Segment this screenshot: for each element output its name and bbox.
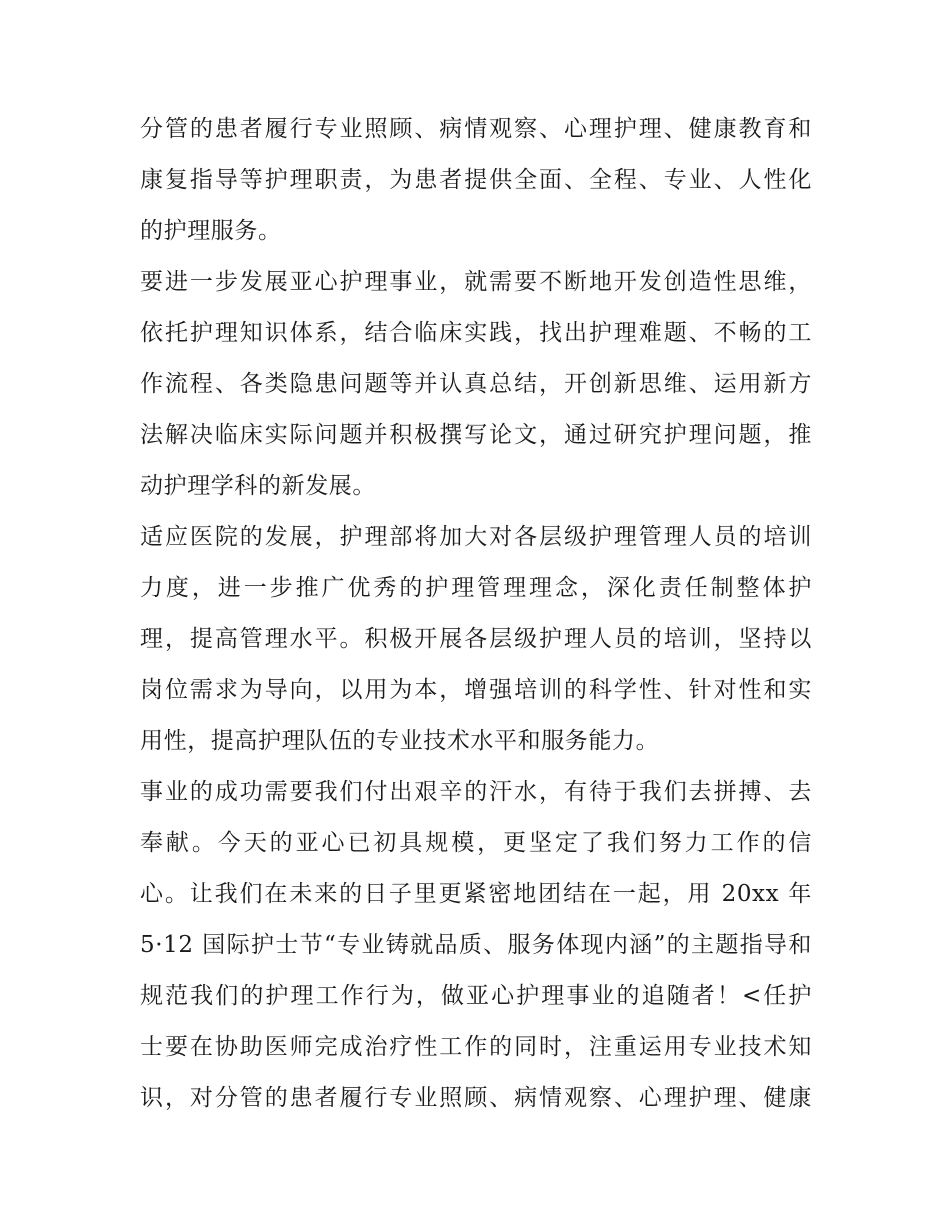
text-line: 士要在协助医师完成治疗性工作的同时，注重运用专业技术知 xyxy=(140,1034,812,1060)
text-line: 动护理学科的新发展。 xyxy=(140,473,376,499)
text-line: 康复指导等护理职责，为患者提供全面、全程、专业、人性化 xyxy=(140,167,812,193)
text-line: 5·12 国际护士节“专业铸就品质、服务体现内涵”的主题指导和 xyxy=(140,932,812,958)
text-line: 法解决临床实际问题并积极撰写论文，通过研究护理问题，推 xyxy=(140,422,812,448)
text-line: 作流程、各类隐患问题等并认真总结，开创新思维、运用新方 xyxy=(140,371,812,397)
text-line: 要进一步发展亚心护理事业，就需要不断地开发创造性思维， xyxy=(140,269,812,295)
text-line: 用性，提高护理队伍的专业技术水平和服务能力。 xyxy=(140,728,660,754)
text-line: 心。让我们在未来的日子里更紧密地团结在一起，用 20xx 年 xyxy=(140,881,812,907)
text-line: 适应医院的发展，护理部将加大对各层级护理管理人员的培训 xyxy=(140,524,812,550)
text-line: 力度，进一步推广优秀的护理管理理念，深化责任制整体护 xyxy=(140,575,812,601)
text-line: 识，对分管的患者履行专业照顾、病情观察、心理护理、健康 xyxy=(140,1085,812,1111)
text-line: 奉献。今天的亚心已初具规模，更坚定了我们努力工作的信 xyxy=(140,830,812,856)
text-line: 分管的患者履行专业照顾、病情观察、心理护理、健康教育和 xyxy=(140,116,812,142)
text-line: 依托护理知识体系，结合临床实践，找出护理难题、不畅的工 xyxy=(140,320,812,346)
text-line: 规范我们的护理工作行为，做亚心护理事业的追随者！<任护 xyxy=(140,983,812,1009)
text-line: 事业的成功需要我们付出艰辛的汗水，有待于我们去拼搏、去 xyxy=(140,779,812,805)
text-line: 的护理服务。 xyxy=(140,218,282,244)
text-line: 理，提高管理水平。积极开展各层级护理人员的培训，坚持以 xyxy=(140,626,812,652)
text-line: 岗位需求为导向，以用为本，增强培训的科学性、针对性和实 xyxy=(140,677,812,703)
